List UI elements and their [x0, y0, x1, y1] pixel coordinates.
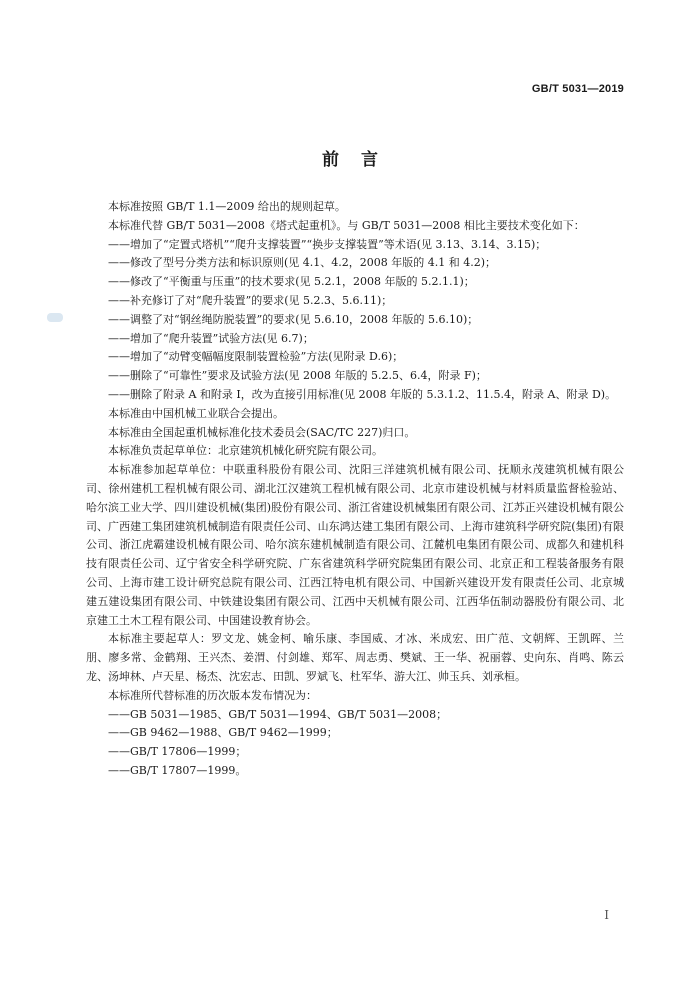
change-item: ——删除了附录 A 和附录 I，改为直接引用标准(见 2008 年版的 5.3.1.2、11.5.4，附录 A、附录 D)。 [108, 387, 617, 401]
paragraph-proposer: 本标准由中国机械工业联合会提出。 [108, 406, 284, 420]
change-item: ——调整了对“钢丝绳防脱装置”的要求(见 5.6.10，2008 年版的 5.6.10)； [108, 312, 479, 326]
change-item: ——删除了“可靠性”要求及试验方法(见 2008 年版的 5.2.5、6.4，附录 F)； [108, 369, 487, 383]
paragraph-main-drafters: 本标准主要起草人：罗文龙、姚金柯、喻乐康、李国威、才冰、米成宏、田广范、文朝辉、王凯晖、兰朋、廖多常、金鹤翔、王兴杰、姜渭、付剑雄、郑军、周志勇、樊斌、王一华、祝丽蓉、史向东、肖鸣、陈云龙、汤坤林、卢天星、杨杰、沈宏志、田凯、罗斌飞、杜军华、游大江、帅玉兵、刘承桓。 [86, 632, 624, 683]
side-marker [47, 313, 63, 322]
paragraph-replaces: 本标准代替 GB/T 5031—2008《塔式起重机》。与 GB/T 5031—2008 相比主要技术变化如下： [108, 218, 585, 232]
history-item: ——GB/T 17806—1999； [108, 745, 247, 759]
paragraph-history-intro: 本标准所代替标准的历次版本发布情况为： [108, 688, 317, 702]
change-item: ——增加了“爬升装置”试验方法(见 6.7)； [108, 331, 314, 345]
change-item: ——修改了“平衡重与压重”的技术要求(见 5.2.1，2008 年版的 5.2.1.1)； [108, 275, 475, 289]
page-title: 前言 [322, 150, 400, 170]
change-item: ——修改了型号分类方法和标识原则(见 4.1、4.2，2008 年版的 4.1 和 4.2)； [108, 256, 497, 270]
change-item: ——增加了“动臂变幅幅度限制装置检验”方法(见附录 D.6)； [108, 350, 404, 364]
history-item: ——GB 5031—1985、GB/T 5031—1994、GB/T 5031—2008； [108, 707, 448, 721]
change-item: ——增加了“定置式塔机”“爬升支撑装置”“换步支撑装置”等术语(见 3.13、3.14、3.15)； [108, 237, 547, 251]
page-number: I [604, 908, 609, 922]
foreword-body [86, 198, 624, 781]
paragraph-committee: 本标准由全国起重机械标准化技术委员会(SAC/TC 227)归口。 [108, 425, 416, 439]
history-item: ——GB/T 17807—1999。 [108, 763, 247, 777]
paragraph-drafting-rules: 本标准按照 GB/T 1.1—2009 给出的规则起草。 [108, 200, 346, 213]
change-item: ——补充修订了对“爬升装置”的要求(见 5.2.3、5.6.11)； [108, 293, 393, 307]
paragraph-participants: 本标准参加起草单位：中联重科股份有限公司、沈阳三洋建筑机械有限公司、抚顺永茂建筑机械有限公司、徐州建机工程机械有限公司、湖北江汉建筑工程机械有限公司、北京市建设机械与材料质量监督检验站、哈尔滨工业大学、四川建设机械(集团)股份有限公司、浙江省建设机械集团有限公司、江苏正兴建设机械有限公司、广西建工集团建筑机械制造有限责任公司、山东鸿达建工集团有限公司、上海市建筑科学研究院(集团)有限公司、浙江虎霸建设机械有限公司、哈尔滨东建机械制造有限公司、江麓机电集团有限公司、成都久和建机科技有限责任公司、辽宁省安全科学研究院、广东省建筑科学研究院集团有限公司、北京正和工程装备服务有限公司、上海市建工设计研究总院有限公司、江西江特电机有限公司、中国新兴建设开发有限责任公司、北京城建五建设集团有限公司、中铁建设集团有限公司、江西中天机械有限公司、江西华伍制动器股份有限公司、北京建工土木工程有限公司、中国建设教育协会。 [86, 463, 624, 627]
history-item: ——GB 9462—1988、GB/T 9462—1999； [108, 726, 338, 740]
standard-number: GB/T 5031—2019 [531, 83, 624, 95]
paragraph-lead-drafter: 本标准负责起草单位：北京建筑机械化研究院有限公司。 [108, 444, 383, 458]
